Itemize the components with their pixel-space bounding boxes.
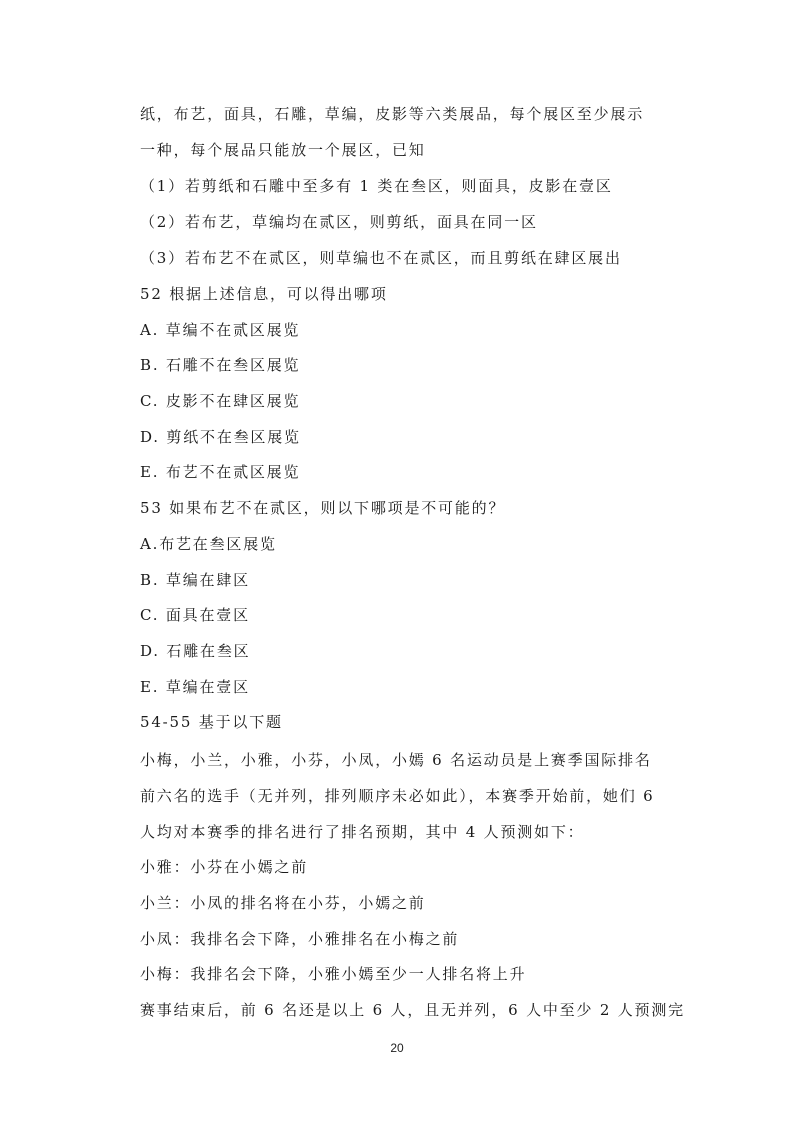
question-52-option-b: B. 石雕不在叁区展览 [140,356,301,374]
question-52-stem: 52 根据上述信息，可以得出哪项 [140,285,388,303]
question-53-option-b: B. 草编在肆区 [140,571,250,589]
question-52-option-e: E. 布艺不在贰区展览 [140,463,301,481]
question-52-option-d: D. 剪纸不在叁区展览 [140,428,301,446]
question-52-option-c: C. 皮影不在肆区展览 [140,392,301,410]
prediction-xiaoya: 小雅：小芬在小嫣之前 [140,858,309,876]
passage-line-3: 人均对本赛季的排名进行了排名预期，其中 4 人预测如下： [140,823,585,841]
closing-line: 赛事结束后，前 6 名还是以上 6 人，且无并列，6 人中至少 2 人预测完 [140,1001,685,1019]
prediction-xiaomei: 小梅：我排名会下降，小雅小嫣至少一人排名将上升 [140,965,527,983]
prediction-xiaolan: 小兰：小凤的排名将在小芬，小嫣之前 [140,894,426,912]
question-53-option-c: C. 面具在壹区 [140,606,250,624]
condition-2: （2）若布艺，草编均在贰区，则剪纸，面具在同一区 [140,213,538,231]
page-number: 20 [390,1041,404,1055]
question-53-option-d: D. 石雕在叁区 [140,642,251,660]
question-53-option-e: E. 草编在壹区 [140,678,250,696]
question-53-option-a: A.布艺在叁区展览 [140,535,277,553]
prediction-xiaofeng: 小凤：我排名会下降，小雅排名在小梅之前 [140,930,460,948]
question-52-option-a: A. 草编不在贰区展览 [140,321,301,339]
condition-1: （1）若剪纸和石雕中至多有 1 类在叁区，则面具，皮影在壹区 [140,177,613,195]
passage-line-1: 小梅，小兰，小雅，小芬，小凤，小嫣 6 名运动员是上赛季国际排名 [140,751,652,769]
intro-line-1: 纸，布艺，面具，石雕，草编，皮影等六类展品，每个展区至少展示 [140,105,645,123]
passage-line-2: 前六名的选手（无并列，排列顺序未必如此），本赛季开始前，她们 6 [140,787,655,805]
intro-line-2: 一种，每个展品只能放一个展区，已知 [140,141,426,159]
question-53-stem: 53 如果布艺不在贰区，则以下哪项是不可能的？ [140,499,506,517]
condition-3: （3）若布艺不在贰区，则草编也不在贰区，而且剪纸在肆区展出 [140,249,622,267]
group-heading: 54-55 基于以下题 [140,713,283,731]
